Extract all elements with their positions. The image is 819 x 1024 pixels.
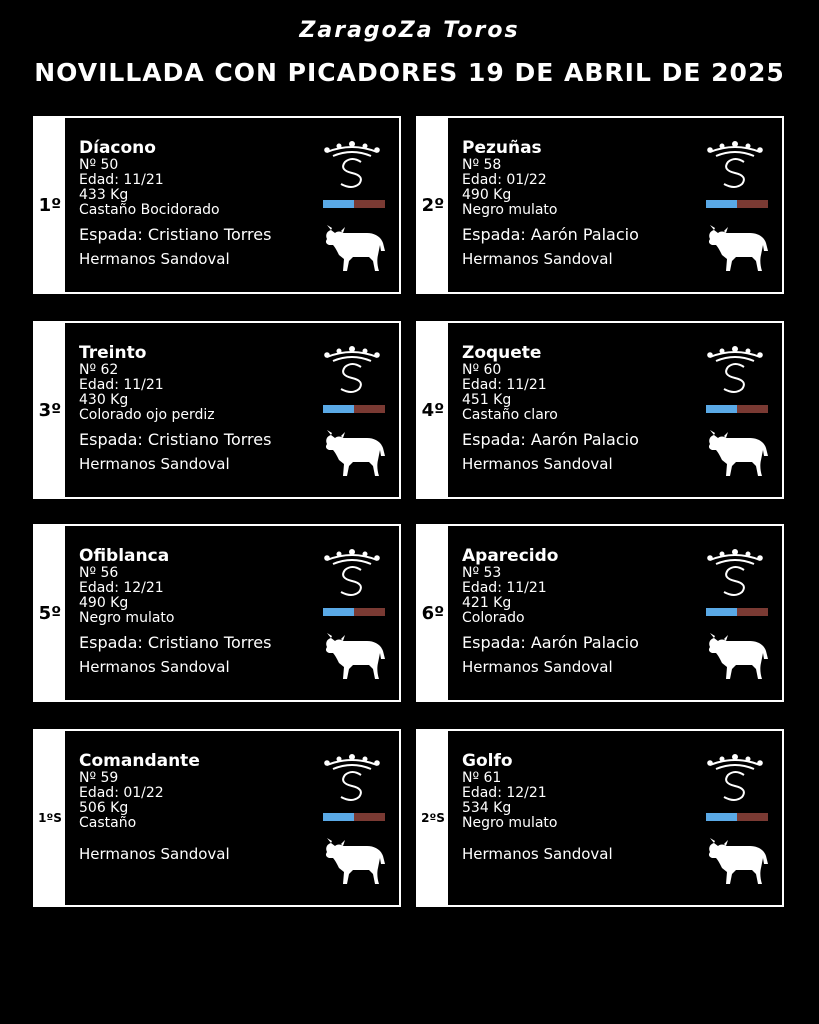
ranch-brand-icon bbox=[319, 753, 385, 803]
order-column bbox=[418, 731, 448, 905]
bull-age: Edad: 12/21 bbox=[462, 785, 547, 801]
bullfighter: Espada: Aarón Palacio bbox=[462, 633, 639, 652]
divisa-blue bbox=[706, 813, 737, 821]
divisa-brown bbox=[737, 200, 768, 208]
bull-coat: Colorado bbox=[462, 610, 525, 626]
bull-weight: 430 Kg bbox=[79, 392, 129, 408]
ranch-brand-icon bbox=[702, 753, 768, 803]
divisa-blue bbox=[323, 405, 354, 413]
bull-card bbox=[33, 321, 401, 499]
order-number: 5º bbox=[38, 602, 62, 624]
bull-weight: 433 Kg bbox=[79, 187, 129, 203]
order-column bbox=[35, 731, 65, 905]
order-number: 2º bbox=[421, 194, 445, 216]
bull-weight: 451 Kg bbox=[462, 392, 512, 408]
bull-number: Nº 56 bbox=[79, 565, 119, 581]
ranch-colors bbox=[706, 608, 768, 616]
bull-weight: 506 Kg bbox=[79, 800, 129, 816]
bull-coat: Colorado ojo perdiz bbox=[79, 407, 215, 423]
bullfighter: Espada: Cristiano Torres bbox=[79, 430, 272, 449]
ranch-colors bbox=[323, 200, 385, 208]
bull-number: Nº 60 bbox=[462, 362, 502, 378]
divisa-brown bbox=[737, 813, 768, 821]
divisa-brown bbox=[354, 813, 385, 821]
divisa-blue bbox=[323, 200, 354, 208]
bull-info bbox=[462, 751, 702, 863]
order-number: 4º bbox=[421, 399, 445, 421]
divisa-blue bbox=[706, 200, 737, 208]
bull-info bbox=[79, 546, 319, 676]
bull-number: Nº 50 bbox=[79, 157, 119, 173]
ranch-brand-icon bbox=[702, 548, 768, 598]
bull-card bbox=[33, 729, 401, 907]
brand-logo: ZaragoZa Toros bbox=[299, 18, 520, 43]
bull-card bbox=[416, 116, 784, 294]
bull-weight: 490 Kg bbox=[79, 595, 129, 611]
bullfighter: Espada: Aarón Palacio bbox=[462, 430, 639, 449]
bull-card bbox=[416, 729, 784, 907]
bull-card bbox=[416, 321, 784, 499]
bull-name: Aparecido bbox=[462, 546, 559, 566]
ranch-colors bbox=[706, 405, 768, 413]
ranch-name: Hermanos Sandoval bbox=[462, 455, 613, 473]
bullfighter: Espada: Cristiano Torres bbox=[79, 225, 272, 244]
ranch-name: Hermanos Sandoval bbox=[462, 250, 613, 268]
order-column bbox=[35, 526, 65, 700]
order-column bbox=[418, 526, 448, 700]
ranch-colors bbox=[706, 200, 768, 208]
ranch-colors bbox=[323, 813, 385, 821]
bull-info bbox=[462, 546, 702, 676]
bullfighter: Espada: Cristiano Torres bbox=[79, 633, 272, 652]
bull-number: Nº 61 bbox=[462, 770, 502, 786]
bull-coat: Castaño claro bbox=[462, 407, 558, 423]
order-column bbox=[35, 323, 65, 497]
bull-name: Ofiblanca bbox=[79, 546, 170, 566]
bull-coat: Negro mulato bbox=[462, 202, 558, 218]
ranch-brand-icon bbox=[702, 140, 768, 190]
order-number: 1ºS bbox=[38, 811, 62, 825]
bull-name: Treinto bbox=[79, 343, 147, 363]
bull-number: Nº 53 bbox=[462, 565, 502, 581]
ranch-name: Hermanos Sandoval bbox=[79, 845, 230, 863]
ranch-brand-icon bbox=[319, 140, 385, 190]
page-title: NOVILLADA CON PICADORES 19 DE ABRIL DE 2025 bbox=[34, 58, 785, 87]
bull-weight: 490 Kg bbox=[462, 187, 512, 203]
bullfighter: Espada: Aarón Palacio bbox=[462, 225, 639, 244]
order-number: 6º bbox=[421, 602, 445, 624]
bull-number: Nº 58 bbox=[462, 157, 502, 173]
bull-info bbox=[79, 343, 319, 473]
bull-coat: Castaño Bocidorado bbox=[79, 202, 220, 218]
bull-card bbox=[33, 116, 401, 294]
ranch-name: Hermanos Sandoval bbox=[79, 455, 230, 473]
divisa-blue bbox=[706, 405, 737, 413]
divisa-blue bbox=[706, 608, 737, 616]
ranch-name: Hermanos Sandoval bbox=[462, 845, 613, 863]
ranch-colors bbox=[706, 813, 768, 821]
divisa-brown bbox=[737, 405, 768, 413]
divisa-brown bbox=[737, 608, 768, 616]
bull-icon bbox=[323, 426, 387, 478]
bull-icon bbox=[706, 629, 770, 681]
bull-card bbox=[33, 524, 401, 702]
divisa-blue bbox=[323, 813, 354, 821]
order-number: 1º bbox=[38, 194, 62, 216]
bull-icon bbox=[706, 426, 770, 478]
order-number: 3º bbox=[38, 399, 62, 421]
ranch-name: Hermanos Sandoval bbox=[79, 250, 230, 268]
ranch-brand-icon bbox=[702, 345, 768, 395]
bull-age: Edad: 01/22 bbox=[462, 172, 547, 188]
bull-info bbox=[462, 343, 702, 473]
bull-info bbox=[79, 138, 319, 268]
bull-icon bbox=[323, 629, 387, 681]
bull-age: Edad: 11/21 bbox=[462, 580, 547, 596]
bull-age: Edad: 12/21 bbox=[79, 580, 164, 596]
divisa-brown bbox=[354, 608, 385, 616]
order-column bbox=[418, 323, 448, 497]
bull-name: Díacono bbox=[79, 138, 156, 158]
bull-name: Golfo bbox=[462, 751, 513, 771]
bull-age: Edad: 11/21 bbox=[462, 377, 547, 393]
ranch-colors bbox=[323, 608, 385, 616]
bull-icon bbox=[706, 834, 770, 886]
order-number: 2ºS bbox=[421, 811, 445, 825]
bull-name: Pezuñas bbox=[462, 138, 542, 158]
bull-info bbox=[462, 138, 702, 268]
bull-coat: Negro mulato bbox=[79, 610, 175, 626]
bull-info bbox=[79, 751, 319, 863]
divisa-blue bbox=[323, 608, 354, 616]
ranch-brand-icon bbox=[319, 548, 385, 598]
bull-age: Edad: 01/22 bbox=[79, 785, 164, 801]
ranch-name: Hermanos Sandoval bbox=[79, 658, 230, 676]
bull-icon bbox=[323, 834, 387, 886]
bull-icon bbox=[706, 221, 770, 273]
divisa-brown bbox=[354, 405, 385, 413]
bull-name: Comandante bbox=[79, 751, 200, 771]
bull-coat: Negro mulato bbox=[462, 815, 558, 831]
bull-number: Nº 59 bbox=[79, 770, 119, 786]
bull-weight: 534 Kg bbox=[462, 800, 512, 816]
bull-icon bbox=[323, 221, 387, 273]
ranch-name: Hermanos Sandoval bbox=[462, 658, 613, 676]
order-column bbox=[418, 118, 448, 292]
bull-name: Zoquete bbox=[462, 343, 542, 363]
bull-number: Nº 62 bbox=[79, 362, 119, 378]
ranch-colors bbox=[323, 405, 385, 413]
bull-age: Edad: 11/21 bbox=[79, 172, 164, 188]
order-column bbox=[35, 118, 65, 292]
bull-card bbox=[416, 524, 784, 702]
ranch-brand-icon bbox=[319, 345, 385, 395]
bull-age: Edad: 11/21 bbox=[79, 377, 164, 393]
bull-coat: Castaño bbox=[79, 815, 137, 831]
divisa-brown bbox=[354, 200, 385, 208]
bull-weight: 421 Kg bbox=[462, 595, 512, 611]
